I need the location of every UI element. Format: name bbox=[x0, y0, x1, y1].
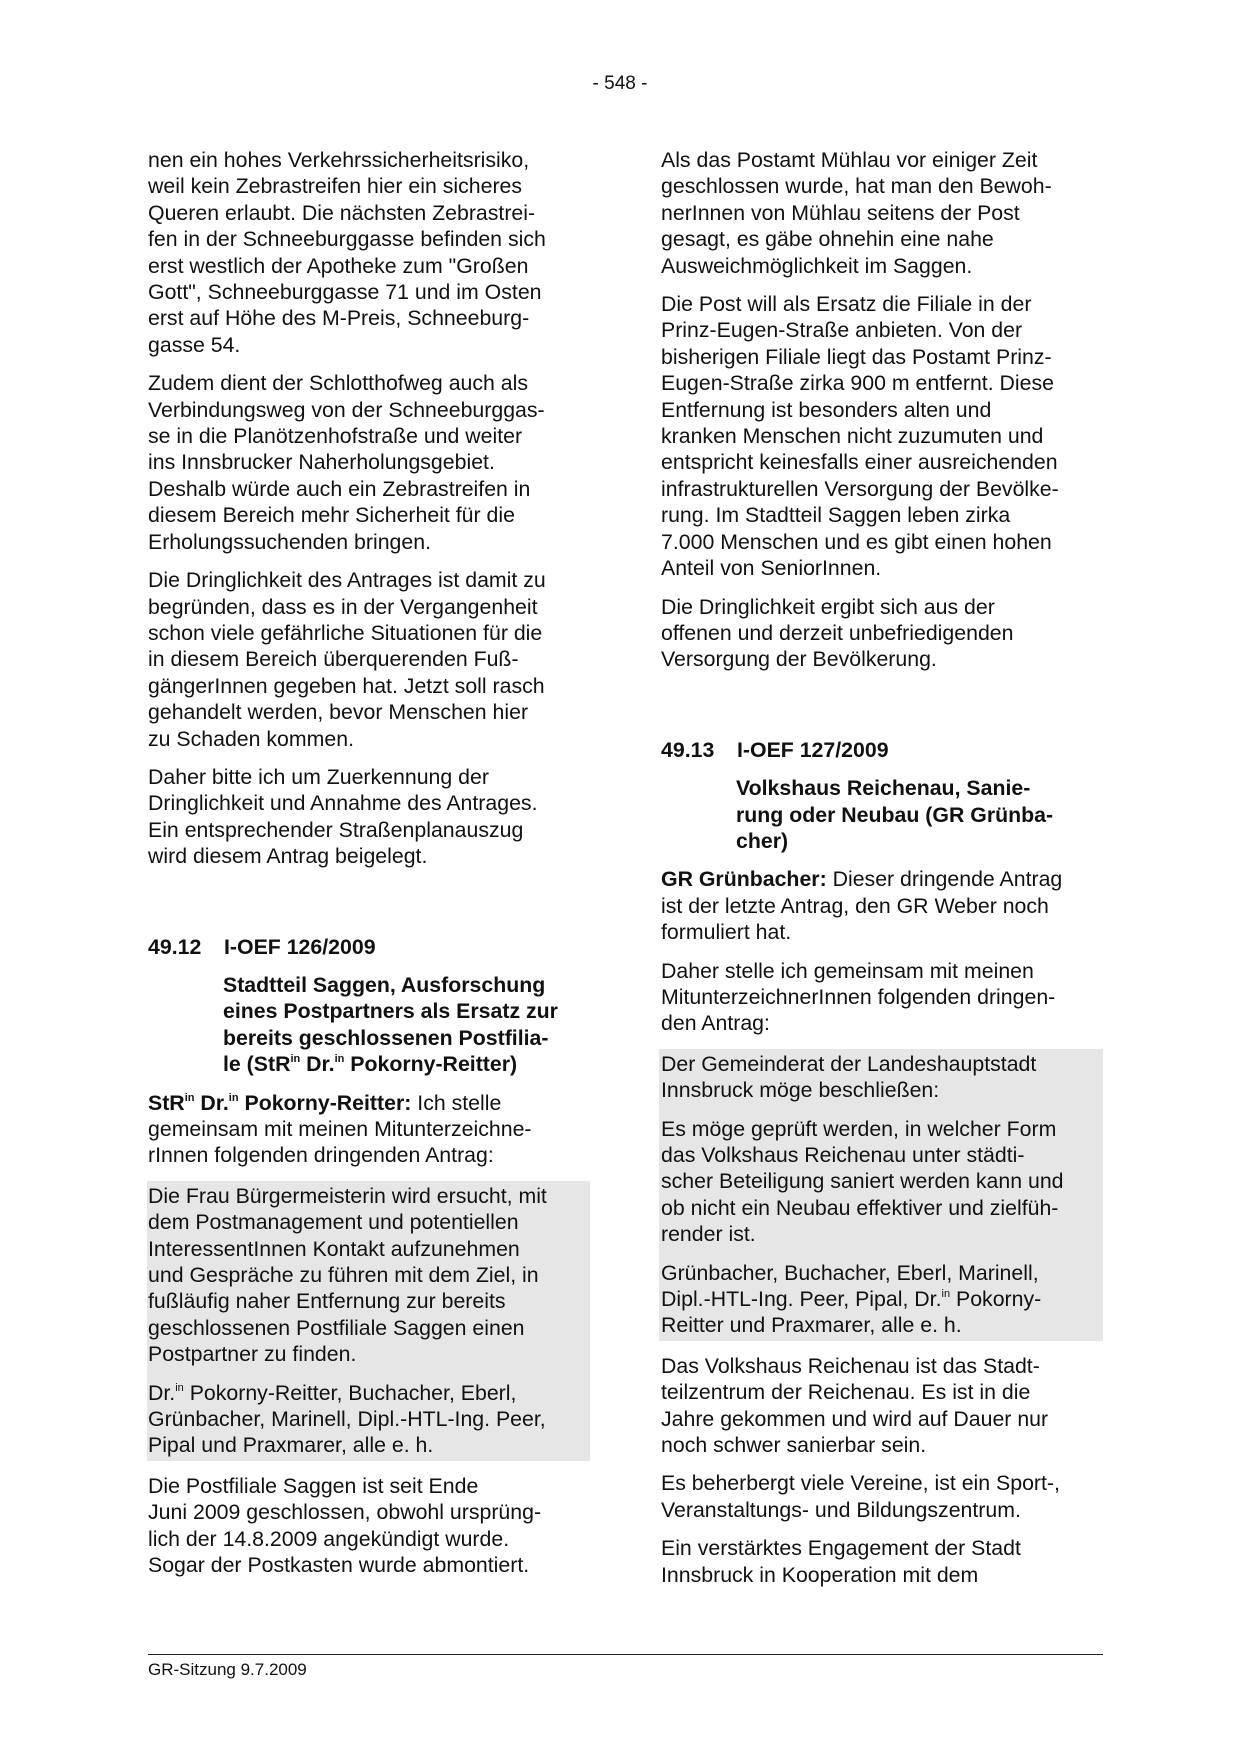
section-heading bbox=[661, 737, 1101, 763]
paragraph: Ein verstärktes Engagement der Stadt Innsbruck in Kooperation mit dem bbox=[661, 1536, 1021, 1587]
speaker-paragraph: StR$^{in}$ Dr.$^{in}$ Pokorny-Reitter: Ich stelle gemeinsam mit meinen Mitunterzeichne- rInnen folgenden dringenden Antrag: bbox=[148, 1090, 532, 1168]
section-number: 49.13 bbox=[661, 737, 715, 762]
speaker-paragraph: GR Grünbacher: Dieser dringende Antrag ist der letzte Antrag, den GR Weber noch formuliert hat. bbox=[661, 867, 1063, 945]
paragraph: Die Dringlichkeit ergibt sich aus der offenen und derzeit unbefriedigenden Versorgung der Bevölkerung. bbox=[661, 594, 1014, 672]
speaker-name: GR Grünbacher: bbox=[661, 867, 827, 892]
paragraph: Daher stelle ich gemeinsam mit meinen MitunterzeichnerInnen folgenden dringen- den Antrag: bbox=[661, 958, 1056, 1036]
section-title: Stadtteil Saggen, Ausforschung eines Postpartners als Ersatz zur bereits geschlossenen Postfilia- le (StR$^{in}$ Dr.$^{in}$ Pokorny-Reitter) bbox=[223, 972, 558, 1077]
section-code: I-OEF 127/2009 bbox=[737, 737, 889, 762]
paragraph: Das Volkshaus Reichenau ist das Stadt- teilzentrum der Reichenau. Es ist in die Jahre gekommen und wird auf Dauer nur noch schwer sanierbar sein. bbox=[661, 1353, 1049, 1458]
speaker-name: StR$^{in}$ Dr.$^{in}$ Pokorny-Reitter: bbox=[148, 1090, 412, 1115]
left-column bbox=[148, 147, 588, 1591]
motion-text: Der Gemeinderat der Landeshauptstadt Innsbruck möge beschließen: bbox=[661, 1051, 1037, 1103]
signers: Grünbacher, Buchacher, Eberl, Marinell, Dipl.-HTL-Ing. Peer, Pipal, Dr.$^{in}$ Pokorny- Reitter und Praxmarer, alle e. h. bbox=[661, 1260, 1042, 1338]
paragraph: nen ein hohes Verkehrssicherheitsrisiko, weil kein Zebrastreifen hier ein sicheres Queren erlaubt. Die nächsten Zebrastrei- fen in der Schneeburggasse befinden sich erst westlich der Apotheke zum "Großen Gott", Schneeburggasse 71 und im Osten erst auf Höhe des M-Preis, Schneeburg- gasse 54. bbox=[148, 148, 546, 357]
footer-text: GR-Sitzung 9.7.2009 bbox=[148, 1660, 307, 1679]
section-title: Volkshaus Reichenau, Sanie- rung oder Neubau (GR Grünba- cher) bbox=[736, 776, 1054, 853]
signers: Dr.$^{in}$ Pokorny-Reitter, Buchacher, Eberl, Grünbacher, Marinell, Dipl.-HTL-Ing. Peer, Pipal und Praxmarer, alle e. h. bbox=[148, 1380, 546, 1458]
paragraph: Die Postfiliale Saggen ist seit Ende Juni 2009 geschlossen, obwohl ursprüng- lich der 14.8.2009 angekündigt wurde. Sogar der Postkasten wurde abmontiert. bbox=[148, 1473, 542, 1578]
paragraph: Die Dringlichkeit des Antrages ist damit zu begründen, dass es in der Vergangenheit schon viele gefährliche Situationen für die in diesem Bereich überquerenden Fuß- gängerInnen gegeben hat. Jetzt soll rasch gehandelt werden, bevor Menschen hier zu Schaden kommen. bbox=[148, 568, 546, 751]
paragraph: Als das Postamt Mühlau vor einiger Zeit geschlossen wurde, hat man den Bewoh- nerInnen von Mühlau seitens der Post gesagt, es gäbe ohnehin eine nahe Ausweichmöglichkeit im Saggen. bbox=[661, 148, 1052, 278]
paragraph: Es beherbergt viele Vereine, ist ein Sport-, Veranstaltungs- und Bildungszentrum. bbox=[661, 1471, 1060, 1522]
section-number: 49.12 bbox=[148, 934, 202, 959]
motion-text: Die Frau Bürgermeisterin wird ersucht, mit dem Postmanagement und potentiellen InteressentInnen Kontakt aufzunehmen und Gespräche zu führen mit dem Ziel, in fußläufig naher Entfernung zur bereits geschlossenen Postfiliale Saggen einen Postpartner zu finden. bbox=[148, 1183, 547, 1367]
paragraph: Die Post will als Ersatz die Filiale in der Prinz-Eugen-Straße anbieten. Von der bisherigen Filiale liegt das Postamt Prinz- Eugen-Straße zirka 900 m entfernt. Diese Entfernung ist besonders alten und kranken Menschen nicht zuzumuten und entspricht keinesfalls einer ausreichenden infrastrukturellen Versorgung der Bevölke- rung. Im Stadtteil Saggen leben zirka 7.000 Menschen und es gibt einen hohen Anteil von SeniorInnen. bbox=[661, 292, 1059, 581]
page-number: - 548 - bbox=[592, 73, 648, 94]
section-code: I-OEF 126/2009 bbox=[224, 934, 376, 959]
motion-box bbox=[147, 1181, 590, 1461]
paragraph: Zudem dient der Schlotthofweg auch als Verbindungsweg von der Schneeburggas- se in die Planötzenhofstraße und weiter ins Innsbrucker Naherholungsgebiet. Deshalb würde auch ein Zebrastreifen in diesem Bereich mehr Sicherheit für die Erholungssuchenden bringen. bbox=[148, 371, 545, 554]
paragraph: Daher bitte ich um Zuerkennung der Dringlichkeit und Annahme des Antrages. Ein entsprechender Straßenplanauszug wird diesem Antrag beigelegt. bbox=[148, 764, 538, 869]
motion-box bbox=[659, 1049, 1103, 1341]
section-heading bbox=[148, 934, 588, 960]
footer-divider bbox=[148, 1654, 1103, 1655]
right-column bbox=[661, 147, 1101, 1600]
motion-text: Es möge geprüft werden, in welcher Form das Volkshaus Reichenau unter städti- scher Beteiligung saniert werden kann und ob nicht ein Neubau effektiver und zielfüh- render ist. bbox=[661, 1116, 1064, 1247]
